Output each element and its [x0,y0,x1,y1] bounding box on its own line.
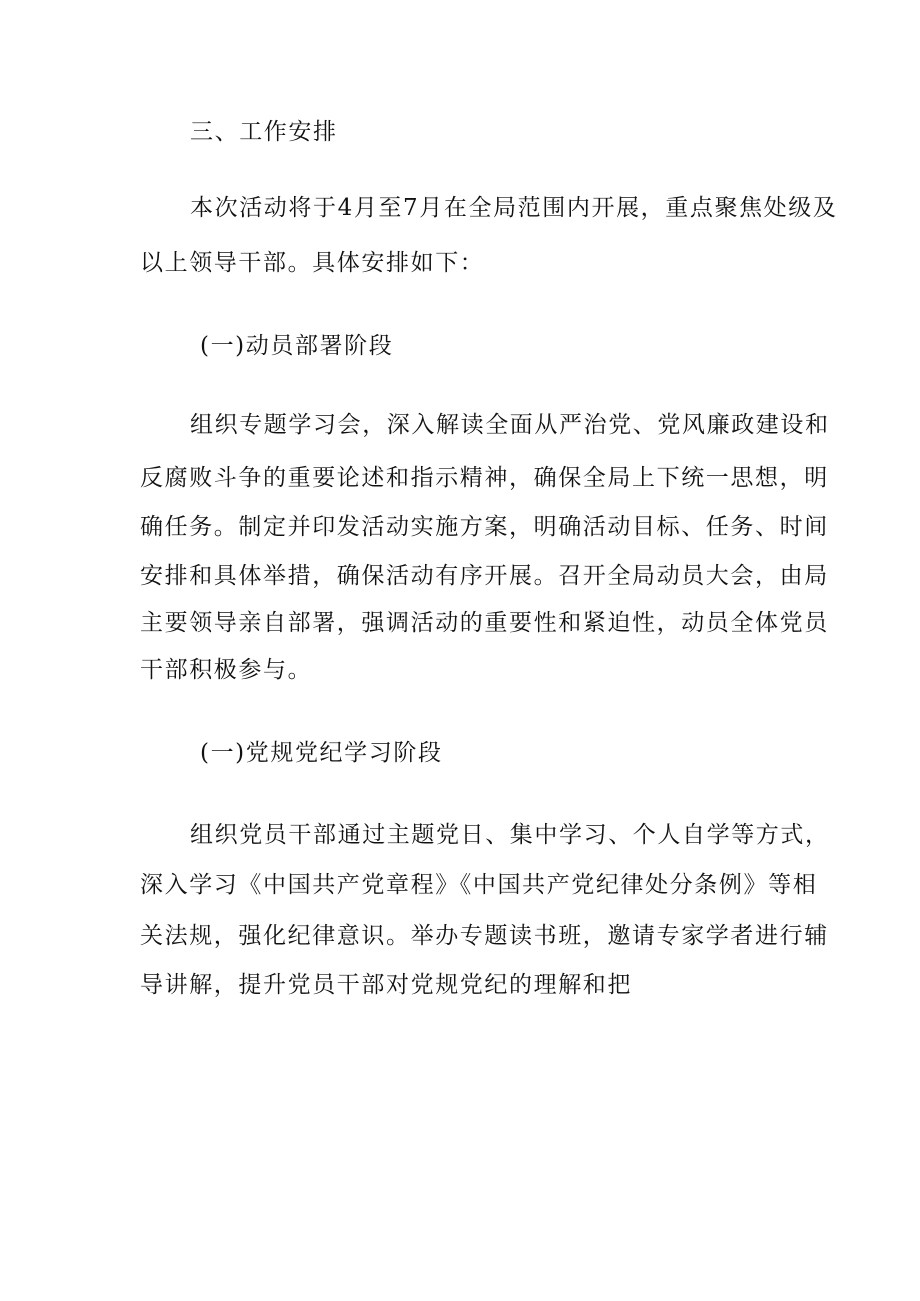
subsection-2-line-3: 关法规，强化纪律意识。举办专题读书班，邀请专家学者进行辅 [140,923,829,949]
intro-line-1: 本次活动将于4月至7月在全局范围内开展，重点聚焦处级及 [190,195,838,221]
subsection-1-heading: (一)动员部署阶段 [200,333,394,359]
subsection-1-line-3: 确任务。制定并印发活动实施方案，明确活动目标、任务、时间 [140,514,829,540]
subsection-1-line-1: 组织专题学习会，深入解读全面从严治党、党风廉政建设和 [190,412,830,438]
subsection-1-line-2: 反腐败斗争的重要论述和指示精神，确保全局上下统一思想，明 [140,465,829,491]
subsection-1-line-4: 安排和具体举措，确保活动有序开展。召开全局动员大会，由局 [140,563,829,589]
intro-line-2: 以上领导干部。具体安排如下： [140,250,485,276]
subsection-1-line-5: 主要领导亲自部署，强调活动的重要性和紧迫性，动员全体党员 [140,610,829,636]
subsection-2-line-1: 组织党员干部通过主题党日、集中学习、个人自学等方式， [190,822,830,848]
section-heading: 三、工作安排 [190,119,338,145]
subsection-2-line-2: 深入学习《中国共产党章程》《中国共产党纪律处分条例》等相 [140,872,818,898]
subsection-2-heading: (一)党规党纪学习阶段 [200,740,443,766]
subsection-1-line-6: 干部积极参与。 [140,657,313,683]
subsection-2-line-4: 导讲解，提升党员干部对党规党纪的理解和把 [140,972,632,998]
